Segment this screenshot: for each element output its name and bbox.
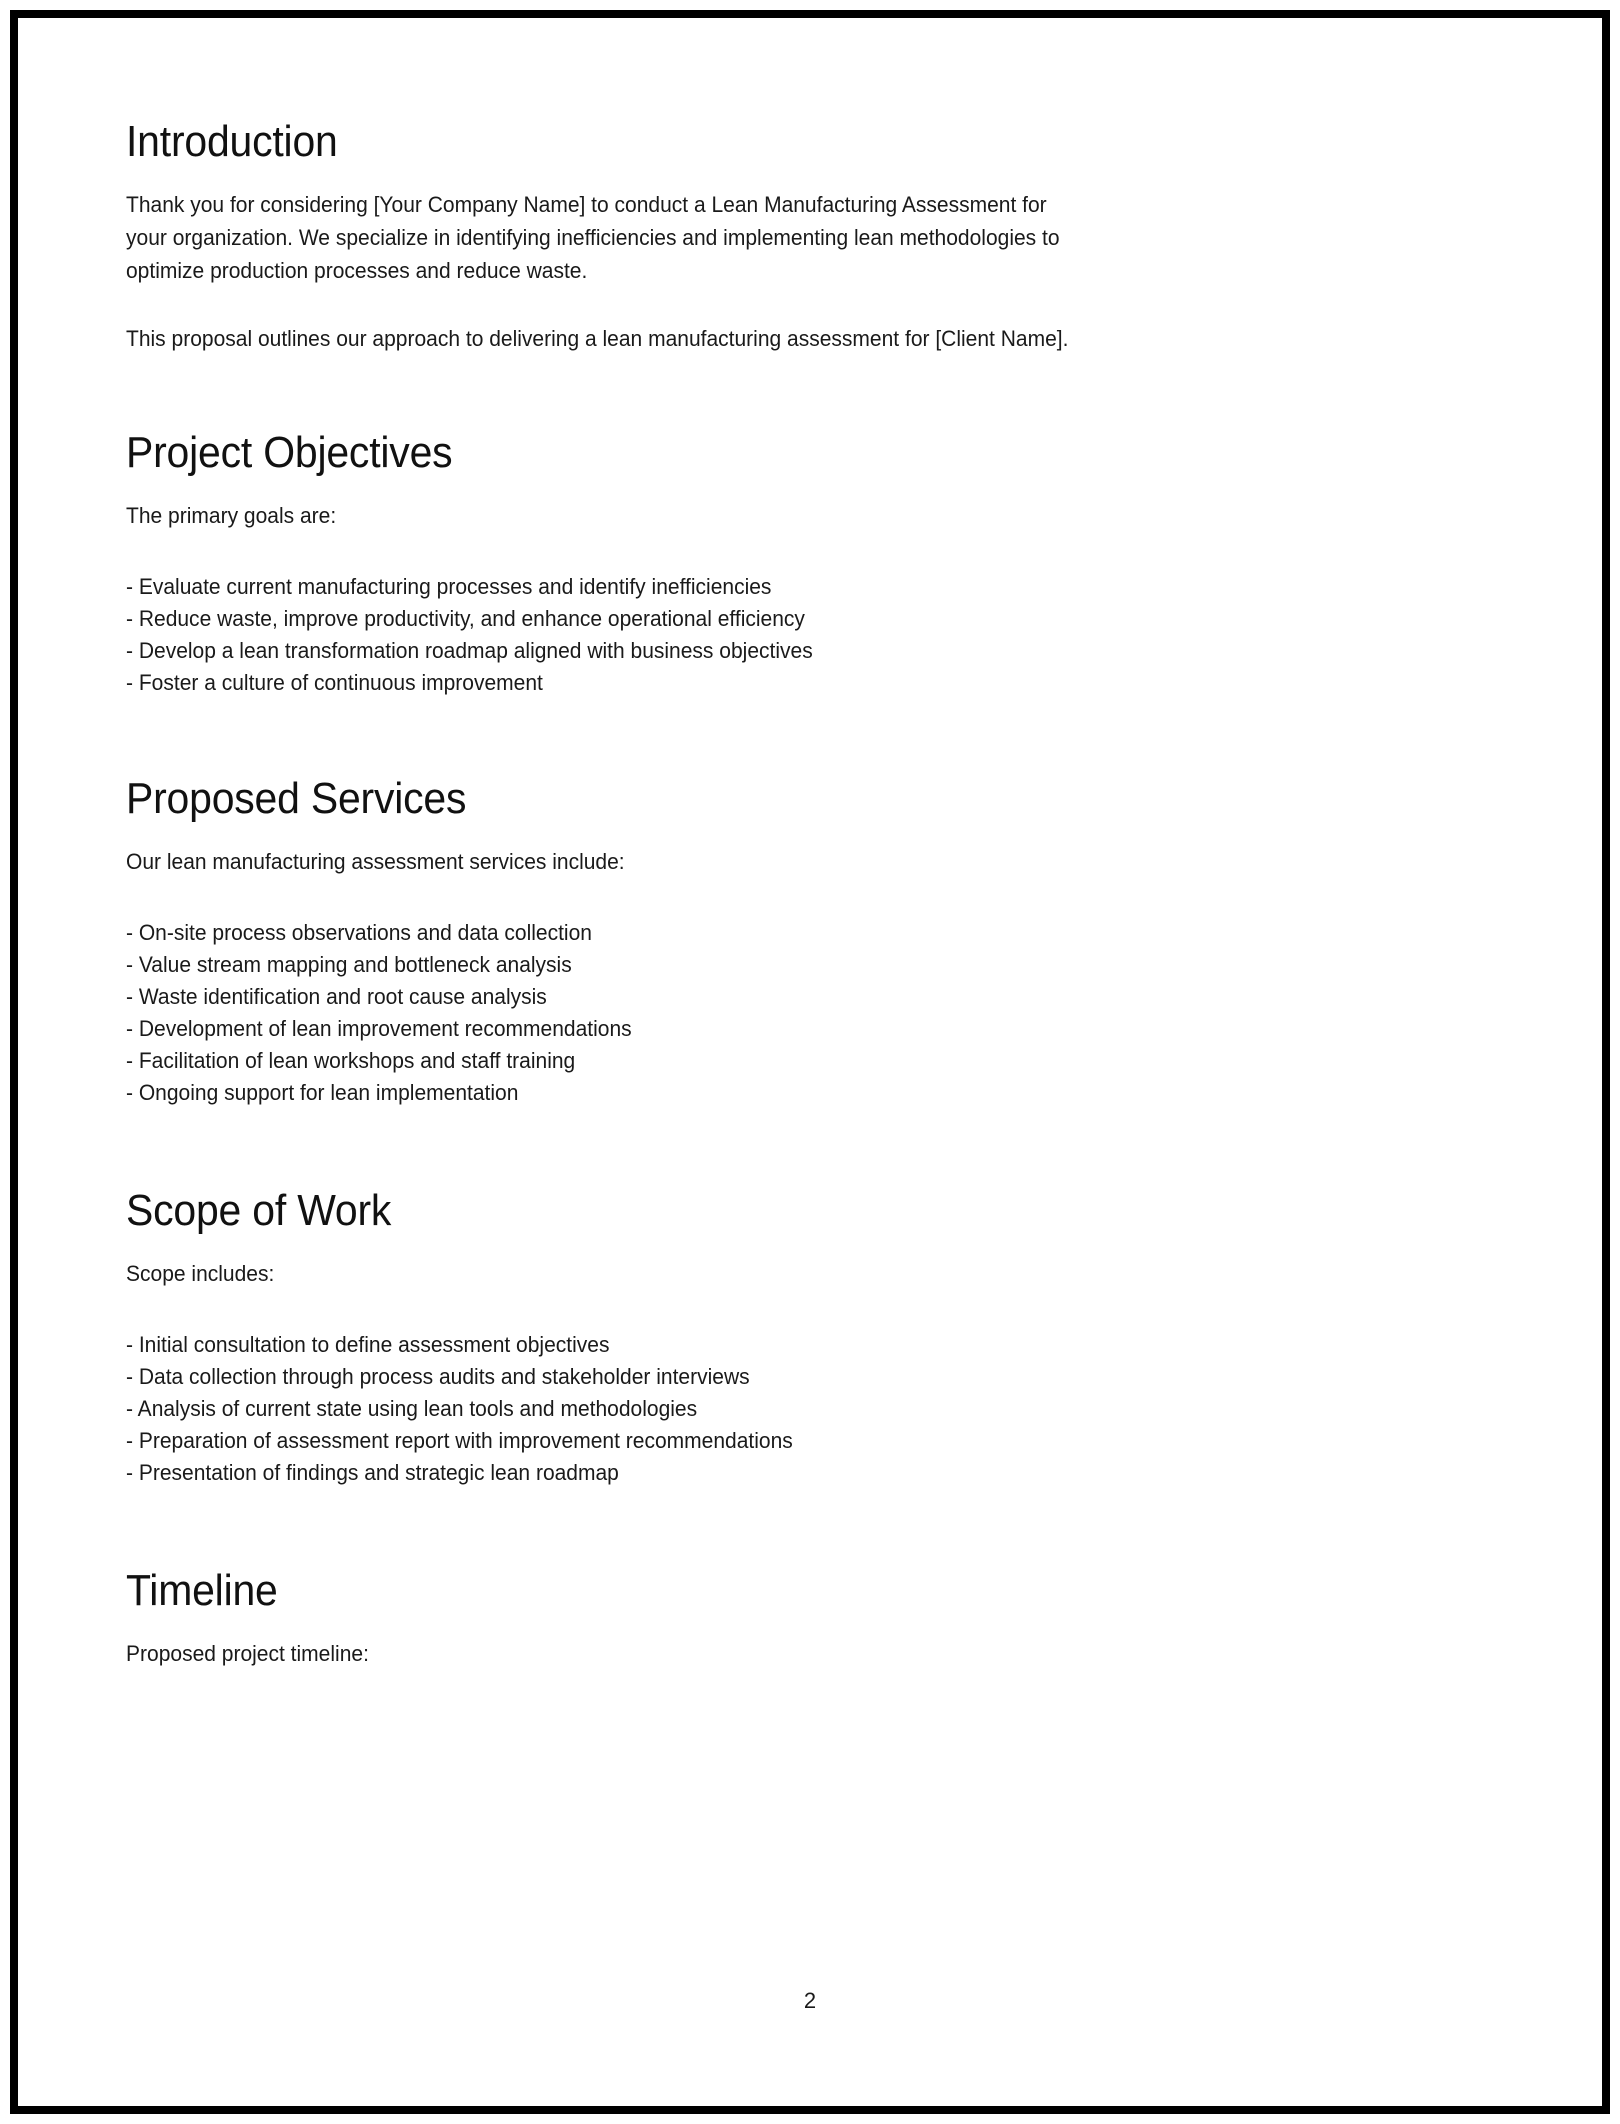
page-number: 2 xyxy=(803,1988,817,2013)
list-item: - Ongoing support for lean implementation xyxy=(126,1080,519,1106)
heading-proposed-services: Proposed Services xyxy=(126,774,467,824)
list-item: - On-site process observations and data collection xyxy=(126,920,592,946)
heading-project-objectives: Project Objectives xyxy=(126,428,453,478)
paragraph-introduction-2: This proposal outlines our approach to delivering a lean manufacturing assessment for [Client Name]. xyxy=(126,325,1069,351)
paragraph-scope-of-work-lead: Scope includes: xyxy=(126,1260,275,1286)
document-body xyxy=(126,118,1436,1670)
list-item: - Development of lean improvement recommendations xyxy=(126,1016,632,1042)
list-item: - Waste identification and root cause analysis xyxy=(126,984,547,1010)
list-scope-of-work xyxy=(126,1329,1436,1489)
list-item: - Value stream mapping and bottleneck analysis xyxy=(126,952,572,978)
page-frame xyxy=(10,10,1610,2114)
list-item: - Preparation of assessment report with improvement recommendations xyxy=(126,1428,793,1454)
list-item: - Analysis of current state using lean tools and methodologies xyxy=(126,1396,698,1422)
list-item: - Foster a culture of continuous improvement xyxy=(126,670,543,696)
paragraph-timeline-lead: Proposed project timeline: xyxy=(126,1640,369,1666)
paragraph-project-objectives-lead: The primary goals are: xyxy=(126,502,337,528)
list-item: - Data collection through process audits and stakeholder interviews xyxy=(126,1364,750,1390)
heading-scope-of-work: Scope of Work xyxy=(126,1186,392,1236)
list-item: - Develop a lean transformation roadmap aligned with business objectives xyxy=(126,638,813,664)
list-item: - Reduce waste, improve productivity, and enhance operational efficiency xyxy=(126,606,805,632)
list-item: - Facilitation of lean workshops and staff training xyxy=(126,1048,576,1074)
paragraph-proposed-services-lead: Our lean manufacturing assessment services include: xyxy=(126,848,625,874)
list-item: - Initial consultation to define assessment objectives xyxy=(126,1332,610,1358)
heading-introduction: Introduction xyxy=(126,117,338,166)
list-proposed-services xyxy=(126,917,1436,1109)
list-item: - Presentation of findings and strategic lean roadmap xyxy=(126,1460,619,1486)
list-project-objectives xyxy=(126,571,1436,699)
heading-timeline: Timeline xyxy=(126,1566,278,1616)
paragraph-introduction-1: Thank you for considering [Your Company Name] to conduct a Lean Manufacturing Assessment for your organization. We specialize in identifying inefficiencies and implementing lean methodologies to optimize production processes and reduce waste. xyxy=(126,191,1060,284)
list-item: - Evaluate current manufacturing processes and identify inefficiencies xyxy=(126,574,772,600)
